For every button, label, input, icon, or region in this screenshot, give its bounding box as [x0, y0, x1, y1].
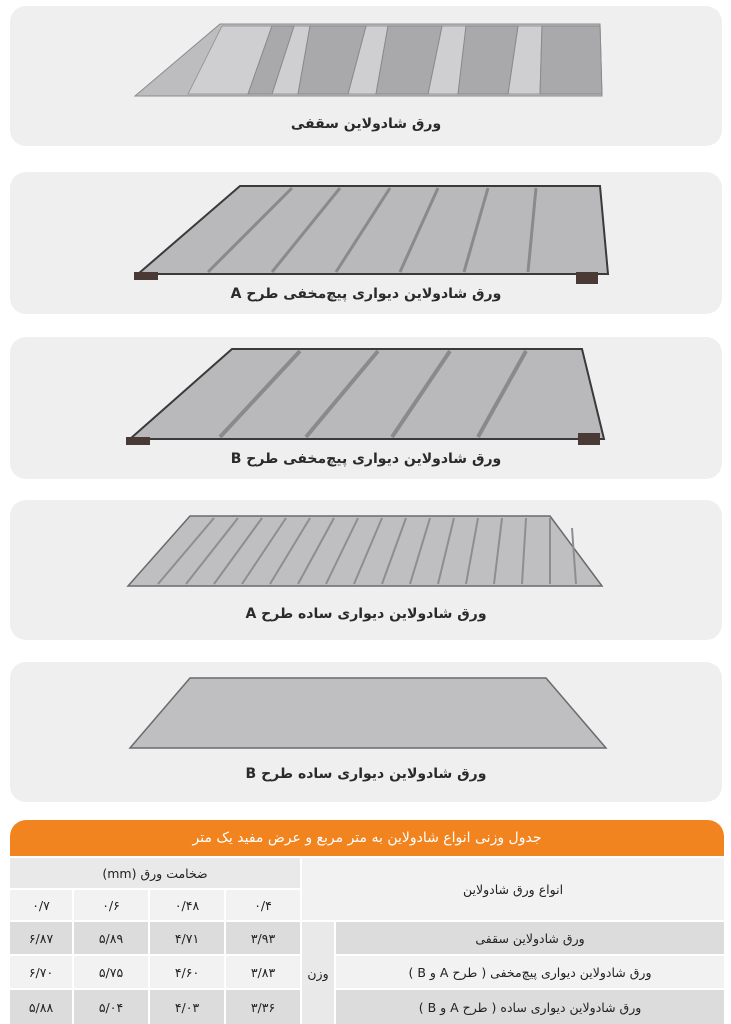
table-cell: ۴/۰۳	[150, 990, 224, 1024]
thickness-col: ۰/۴	[226, 890, 300, 920]
product-card-plain-b	[10, 662, 722, 802]
product-caption: ورق شادولاین دیواری پیچ‌مخفی طرح B	[230, 451, 502, 467]
product-card-hidden-screw-b	[10, 337, 722, 479]
product-card-plain-a	[10, 500, 722, 640]
table-cell: ۳/۹۳	[226, 922, 300, 954]
table-title: جدول وزنی انواع شادولاین به متر مربع و عرض مفید یک متر	[192, 830, 542, 846]
table-cell: ۵/۷۵	[74, 956, 148, 988]
product-caption: ورق شادولاین دیواری ساده طرح A	[245, 606, 487, 622]
row-name: ورق شادولاین دیواری پیچ‌مخفی ( طرح A و B )	[336, 956, 724, 988]
product-card-roof	[10, 6, 722, 146]
table-cell: ۴/۷۱	[150, 922, 224, 954]
thickness-col: ۰/۴۸	[150, 890, 224, 920]
product-caption: ورق شادولاین دیواری ساده طرح B	[245, 766, 487, 782]
row-name: ورق شادولاین سقفی	[336, 922, 724, 954]
thickness-col: ۰/۶	[74, 890, 148, 920]
thickness-header: ضخامت ورق (mm)	[10, 858, 300, 888]
thickness-col: ۰/۷	[10, 890, 72, 920]
weight-label: وزن	[302, 922, 334, 1024]
product-caption: ورق شادولاین سقفی	[290, 116, 442, 132]
table-cell: ۶/۷۰	[10, 956, 72, 988]
weight-table	[10, 820, 724, 1024]
product-card-hidden-screw-a	[10, 172, 722, 314]
row-name: ورق شادولاین دیواری ساده ( طرح A و B )	[336, 990, 724, 1024]
table-header-bar	[10, 820, 724, 856]
product-caption: ورق شادولاین دیواری پیچ‌مخفی طرح A	[230, 286, 502, 302]
table-cell: ۶/۸۷	[10, 922, 72, 954]
table-cell: ۵/۰۴	[74, 990, 148, 1024]
table-cell: ۵/۸۹	[74, 922, 148, 954]
type-column-header: انواع ورق شادولاین	[302, 858, 724, 920]
table-cell: ۳/۸۳	[226, 956, 300, 988]
table-cell: ۴/۶۰	[150, 956, 224, 988]
table-cell: ۳/۳۶	[226, 990, 300, 1024]
table-cell: ۵/۸۸	[10, 990, 72, 1024]
